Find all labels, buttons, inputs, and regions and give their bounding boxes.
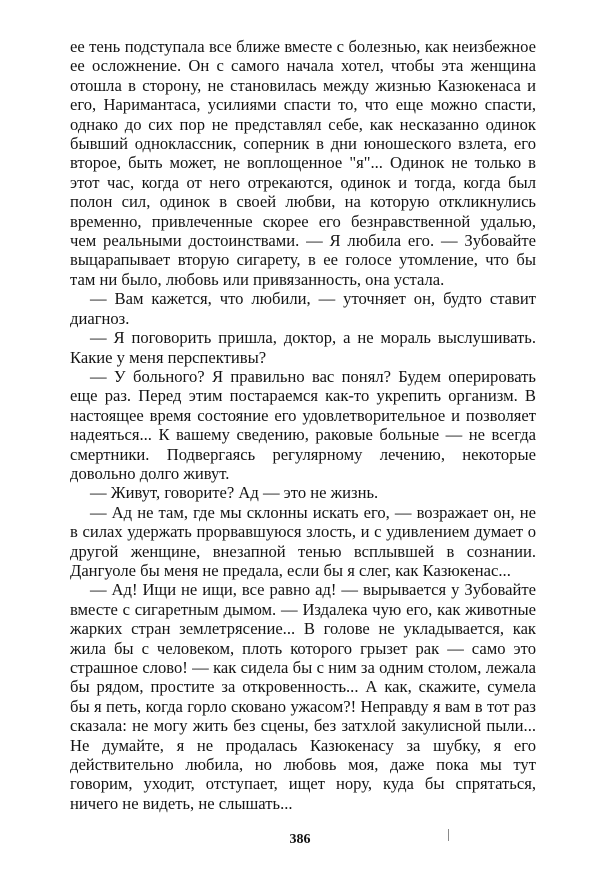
- page-number: 386: [289, 832, 311, 847]
- paragraph-4: — У больного? Я правильно вас понял? Будем оперировать еще раз. Перед этим постараемся как-то укрепить организм. В настоящее время состояние его удовлетворительное и позволяет надеяться... К вашему сведению, раковые больные — не всегда смертники. Подвергаясь регулярному лечению, некоторые довольно долго живут.: [70, 366, 536, 483]
- paragraph-5: — Живут, говорите? Ад — это не жизнь.: [90, 483, 379, 503]
- paragraph-2: — Вам кажется, что любили, — уточняет он, будто ставит диагноз.: [70, 289, 536, 328]
- paragraph-6: — Ад не там, где мы склонны искать его, — возражает он, не в силах удержать прорвавшуюся злость, и с удивлением думает о другой женщине, внезапной тенью всплывшей в сознании. Дангуоле бы меня не предала, если бы я слег, как Казюкенас...: [70, 502, 536, 580]
- paragraph-3: — Я поговорить пришла, доктор, а не мораль выслушивать. Какие у меня перспективы?: [70, 328, 536, 367]
- paragraph-7: — Ад! Ищи не ищи, все равно ад! — вырывается у Зубовайте вместе с сигаретным дымом. — Издалека чую его, как животные жарких стран землетрясение... В голове не укладывается, как жила бы с человеком, плоть которого грызет рак — само это страшное слово! — как сидела бы с ним за одним столом, лежала бы рядом, простите за откровенность... А как, скажите, сумела бы я петь, когда горло сковано ужасом?! Неправду я вам в тот раз сказала: не могу жить без сцены, без затхлой закулисной пыли... Не думайте, я не продалась Казюкенасу за шубку, я его действительно любила, но любовь моя, даже пока мы тут говорим, уходит, отступает, ищет нору, куда бы спрятаться, ничего не видеть, не слышать...: [70, 580, 536, 813]
- paragraph-1: ее тень подступала все ближе вместе с болезнью, как неизбежное ее осложнение. Он с самого начала хотел, чтобы эта женщина отошла в сторону, не становилась между жизнью Казюкенаса и его, Наримантаса, усилиями спасти то, что еще можно спасти, однако до сих пор не представлял себе, как несказанно одинок бывший одноклассник, соперник в дни юношеского взлета, его второе, быть может, не воплощенное "я"... Одинок не только в этот час, когда от него отрекаются, одинок и тогда, когда был полон сил, одинок в своей любви, на которую откликнулись временно, привлеченные скорее его безнравственной удалью, чем реальными достоинствами. — Я любила его. — Зубовайте выцарапывает вторую сигарету, в ее голосе утомление, что бы там ни было, любовь или привязанность, она устала.: [70, 37, 536, 289]
- body-text: [70, 37, 536, 813]
